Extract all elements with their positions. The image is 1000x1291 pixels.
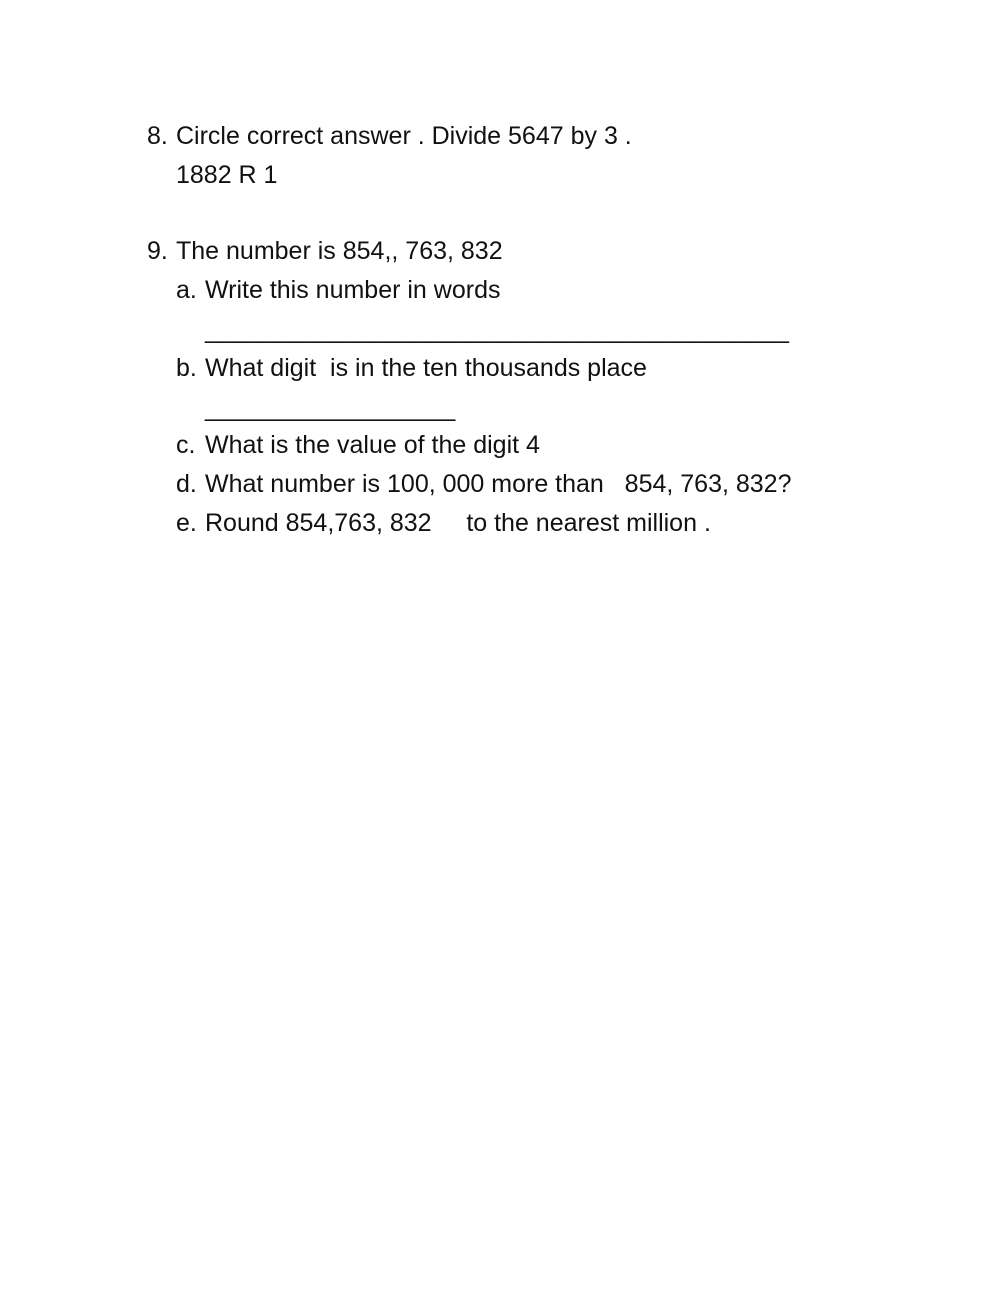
part-b-answer-blank[interactable]: __________________ (205, 394, 456, 422)
part-c-text: What is the value of the digit 4 (205, 431, 540, 459)
part-a-answer-blank[interactable]: __________________________________________ (205, 316, 789, 344)
part-a-label: a. (176, 276, 197, 304)
question-8-prompt: Circle correct answer . Divide 5647 by 3 . (176, 122, 632, 150)
question-8-answer-option[interactable]: 1882 R 1 (176, 161, 278, 189)
part-a-text: Write this number in words (205, 276, 501, 304)
part-b-text: What digit is in the ten thousands place (205, 354, 647, 382)
question-8-number: 8. (147, 122, 168, 150)
question-9-number: 9. (147, 237, 168, 265)
part-e-label: e. (176, 509, 197, 537)
part-b-label: b. (176, 354, 197, 382)
part-c-label: c. (176, 431, 196, 459)
part-d-label: d. (176, 470, 197, 498)
part-d-text: What number is 100, 000 more than 854, 763, 832? (205, 470, 792, 498)
question-9-prompt: The number is 854,, 763, 832 (176, 237, 503, 265)
part-e-text: Round 854,763, 832 to the nearest million . (205, 509, 711, 537)
